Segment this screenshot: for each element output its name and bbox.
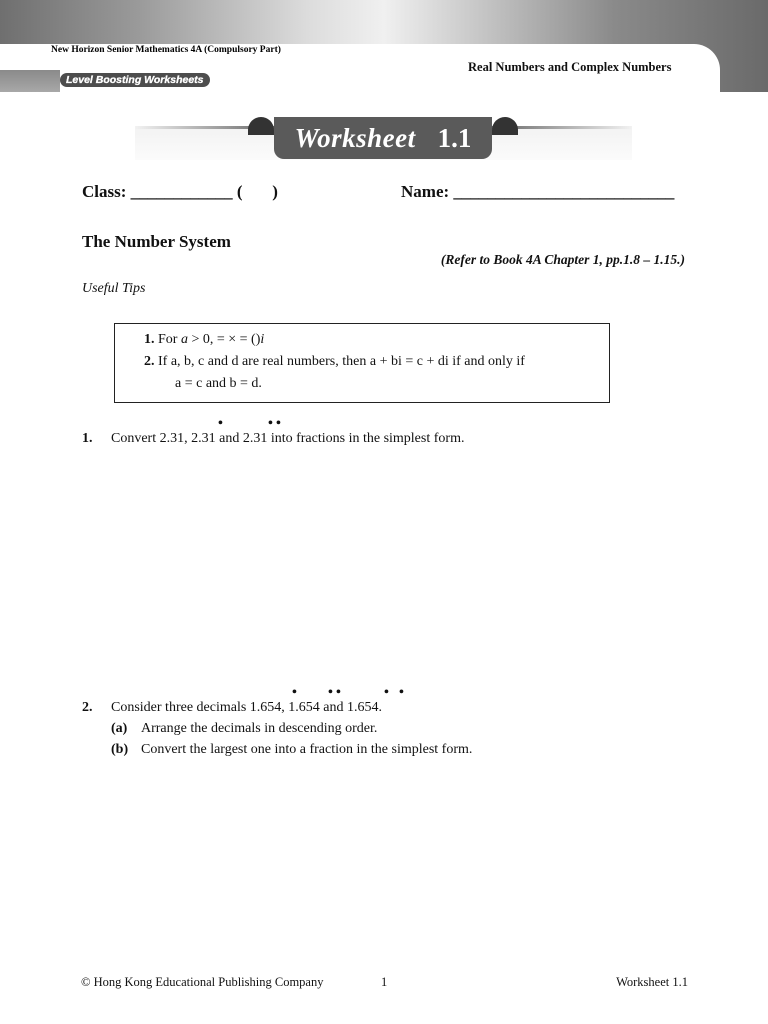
- tip-1-text-b: > 0, = × = (): [187, 332, 261, 347]
- level-boosting-badge: Level Boosting Worksheets: [60, 73, 210, 87]
- chapter-title: Real Numbers and Complex Numbers: [468, 60, 672, 74]
- tip-1: [144, 332, 264, 348]
- worksheet-word: Worksheet: [294, 122, 416, 153]
- tip-1-imaginary: i: [260, 332, 265, 347]
- question-2-text: Consider three decimals 1.654, 1.654 and 1.654.: [111, 700, 383, 715]
- recurring-dot: •: [292, 685, 297, 700]
- recurring-dot: •: [276, 416, 281, 431]
- tips-box: [114, 323, 610, 403]
- question-1-text: Convert 2.31, 2.31 and 2.31 into fractions in the simplest form.: [111, 431, 465, 446]
- header-underlay: [0, 92, 768, 112]
- tip-1-var: a: [180, 332, 188, 347]
- recurring-dot: •: [268, 416, 273, 431]
- question-2a-text: Arrange the decimals in descending order.: [141, 721, 378, 736]
- question-2b-text: Convert the largest one into a fraction in the simplest form.: [141, 742, 473, 757]
- class-field[interactable]: Class: ____________ ( ): [82, 182, 278, 201]
- tip-1-text-a: For: [158, 332, 181, 347]
- useful-tips-label: Useful Tips: [82, 281, 146, 296]
- series-title: New Horizon Senior Mathematics 4A (Compulsory Part): [51, 45, 281, 55]
- section-title: The Number System: [82, 232, 231, 251]
- worksheet-number: 1.1: [437, 122, 472, 153]
- tip-2-number: 2.: [144, 354, 155, 369]
- name-field[interactable]: Name: __________________________: [401, 182, 675, 201]
- title-banner-cap-left: [248, 117, 274, 135]
- recurring-dot: •: [328, 685, 333, 700]
- title-banner-cap-right: [492, 117, 518, 135]
- recurring-dot: •: [218, 416, 223, 431]
- question-2-number: 2.: [82, 700, 93, 715]
- tip-2: [144, 354, 525, 370]
- footer-page-number: 1: [381, 975, 388, 989]
- footer-copyright: © Hong Kong Educational Publishing Company: [81, 975, 324, 989]
- footer-worksheet-label: Worksheet 1.1: [616, 975, 688, 989]
- recurring-dot: •: [384, 685, 389, 700]
- header-left-strip: [0, 70, 60, 92]
- question-2a-label: (a): [111, 721, 128, 736]
- question-2b-label: (b): [111, 742, 129, 757]
- tip-1-number: 1.: [144, 332, 155, 347]
- question-1-number: 1.: [82, 431, 93, 446]
- recurring-dot: •: [336, 685, 341, 700]
- tip-2-line-1: If a, b, c and d are real numbers, then a + bi = c + di if and only if: [158, 354, 525, 369]
- book-reference: (Refer to Book 4A Chapter 1, pp.1.8 – 1.15.): [440, 252, 685, 267]
- worksheet-title: [274, 117, 492, 159]
- recurring-dot: •: [399, 685, 404, 700]
- tip-2-continuation: a = c and b = d.: [175, 376, 262, 391]
